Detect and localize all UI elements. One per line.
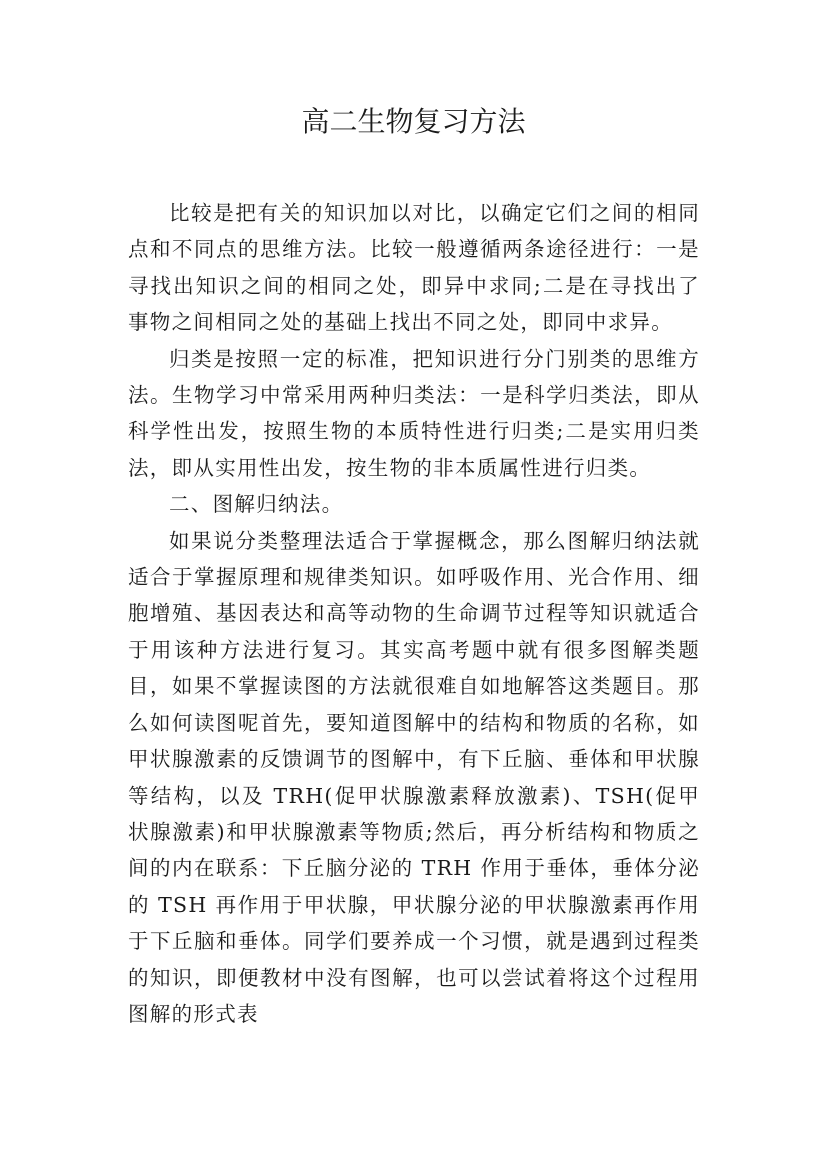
paragraph-diagram-method: 如果说分类整理法适合于掌握概念，那么图解归纳法就适合于掌握原理和规律类知识。如呼吸作用、光合作用、细胞增殖、基因表达和高等动物的生命调节过程等知识就适合于用该种方法进行复习。其实高考题中就有很多图解类题目，如果不掌握读图的方法就很难自如地解答这类题目。那么如何读图呢首先，要知道图解中的结构和物质的名称，如甲状腺激素的反馈调节的图解中，有下丘脑、垂体和甲状腺等结构，以及 TRH(促甲状腺激素释放激素)、TSH(促甲状腺激素)和甲状腺激素等物质;然后，再分析结构和物质之间的内在联系：下丘脑分泌的 TRH 作用于垂体，垂体分泌的 TSH 再作用于甲状腺，甲状腺分泌的甲状腺激素再作用于下丘脑和垂体。同学们要养成一个习惯，就是遇到过程类的知识，即便教材中没有图解，也可以尝试着将这个过程用图解的形式表 [128,528,700,1026]
paragraph-classification: 归类是按照一定的标准，把知识进行分门别类的思维方法。生物学习中常采用两种归类法：一是科学归类法，即从科学性出发，按照生物的本质特性进行归类;二是实用归类法，即从实用性出发，按生物的非本质属性进行归类。 [128,346,700,480]
document-body [128,195,700,1032]
paragraph-comparison: 比较是把有关的知识加以对比，以确定它们之间的相同点和不同点的思维方法。比较一般遵循两条途径进行：一是寻找出知识之间的相同之处，即异中求同;二是在寻找出了事物之间相同之处的基础上找出不同之处，即同中求异。 [128,201,700,335]
document-title: 高二生物复习方法 [301,105,526,138]
section-heading-diagram-method: 二、图解归纳法。 [169,492,344,517]
